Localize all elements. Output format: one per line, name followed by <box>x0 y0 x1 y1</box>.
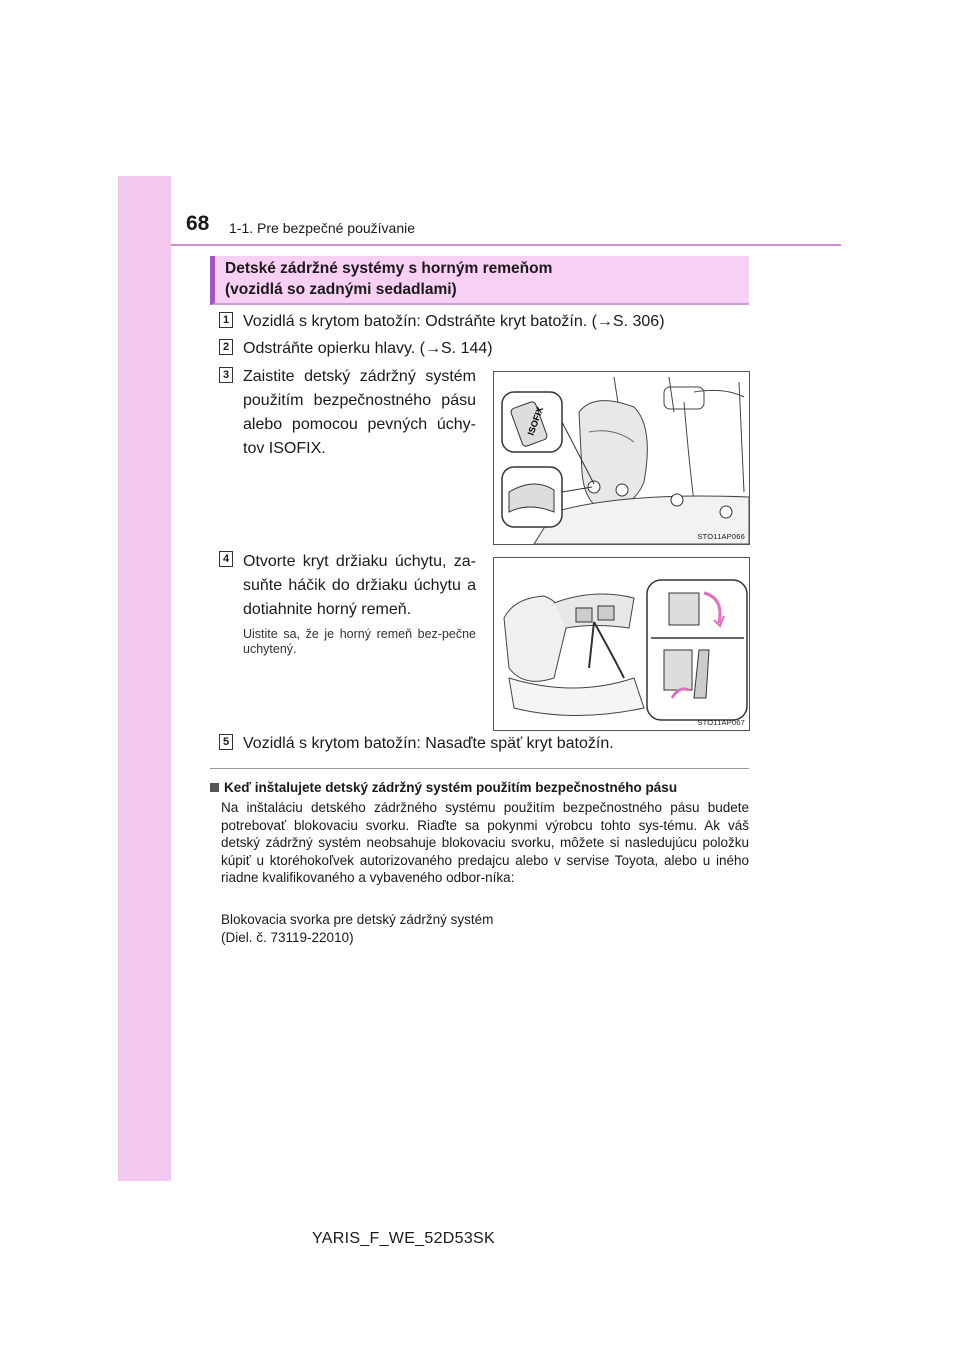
chapter-sidebar-tab <box>118 176 171 1181</box>
step-number-4: 4 <box>219 551 233 567</box>
top-tether-illustration <box>494 558 749 730</box>
document-footer-code: YARIS_F_WE_52D53SK <box>312 1230 495 1247</box>
isofix-tag-text: ISOFIX <box>525 405 546 437</box>
subsection-paragraph-2-line1: Blokovacia svorka pre detský zádržný systém <box>221 912 494 927</box>
figure-top-tether <box>493 557 750 731</box>
subsection-rule <box>210 768 749 769</box>
step-number-3: 3 <box>219 367 233 383</box>
step-number-2: 2 <box>219 339 233 355</box>
figure-code-1: STO11AP066 <box>697 532 745 541</box>
subsection-paragraph-2-line2: (Diel. č. 73119-22010) <box>221 930 354 945</box>
step-note-4: Uistite sa, že je horný remeň bez-pečne uchytený. <box>243 627 476 656</box>
topic-heading-line1: Detské zádržné systémy s horným remeňom <box>225 260 553 277</box>
step-text-2: Odstráňte opierku hlavy. (→S. 144) <box>243 340 493 357</box>
step-text-5: Vozidlá s krytom batožín: Nasaďte späť kryt batožín. <box>243 735 614 752</box>
page-number: 68 <box>186 212 210 235</box>
topic-heading-line2: (vozidlá so zadnými sedadlami) <box>225 281 457 298</box>
section-title: 1-1. Pre bezpečné používanie <box>229 220 416 236</box>
step-text-4: Otvorte kryt držiaku úchytu, za-suňte háčik do držiaku úchytu a dotiahnite horný remeň. <box>243 553 476 618</box>
step-number-1: 1 <box>219 312 233 328</box>
step-text-3: Zaistite detský zádržný systém použitím bezpečnostného pásu alebo pomocou pevných úchy-tov ISOFIX. <box>243 368 476 457</box>
topic-heading <box>210 256 749 305</box>
subsection-title-text: Keď inštalujete detský zádržný systém použitím bezpečnostného pásu <box>224 780 678 795</box>
figure-isofix-seat <box>493 371 750 545</box>
bullet-square-icon <box>210 783 219 792</box>
subsection-title <box>210 780 677 795</box>
step-number-5: 5 <box>219 734 233 750</box>
figure-code-2: STO11AP067 <box>697 718 745 727</box>
step-text-1: Vozidlá s krytom batožín: Odstráňte kryt batožín. (→S. 306) <box>243 313 665 330</box>
header-rule <box>171 244 841 246</box>
isofix-seat-illustration <box>494 372 749 544</box>
subsection-paragraph-1: Na inštaláciu detského zádržného systému použitím bezpečnostného pásu budete potrebovať blokovaciu svorku. Riaďte sa pokynmi výrobcu tohto sys-tému. Ak váš detský zádržný systém neobsahuje blokovaciu svorku, môžete si nasledujúcu položku kúpiť u ktoréhokoľvek autorizovaného predajcu alebo v servise Toyota, alebo u iného riadne kvalifikovaného a vybaveného odbor-níka: <box>221 800 749 885</box>
